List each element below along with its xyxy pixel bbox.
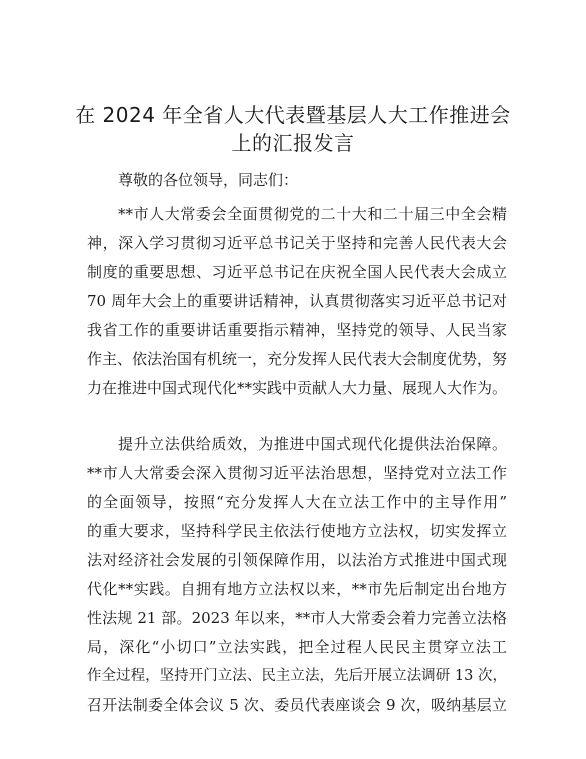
greeting: 尊敬的各位领导，同志们： — [118, 171, 299, 189]
paragraph-2-line: 代化**实践。自拥有地方立法权以来，**市先后制定出台地方 — [87, 580, 507, 598]
paragraph-2-line: **市人大常委会深入贯彻习近平法治思想，坚持党对立法工作 — [87, 464, 507, 482]
paragraph-1-line: 神，深入学习贯彻习近平总书记关于坚持和完善人民代表大会 — [87, 234, 507, 252]
paragraph-1-line: 力在推进中国式现代化**实践中贡献人大力量、展现人大作为。 — [87, 379, 508, 397]
paragraph-2-line: 召开法制委全体会议 5 次、委员代表座谈会 9 次，吸纳基层立 — [87, 696, 507, 714]
paragraph-2-line: 局，深化“小切口”立法实践，把全过程人民民主贯穿立法工 — [87, 638, 507, 656]
paragraph-2-line: 作全过程，坚持开门立法、民主立法，先后开展立法调研 13 次， — [87, 668, 507, 684]
paragraph-1-line: 我省工作的重要讲话重要指示精神，坚持党的领导、人民当家 — [87, 321, 507, 339]
paragraph-1-line: 70 周年大会上的重要讲话精神，认真贯彻落实习近平总书记对 — [87, 292, 507, 310]
document-title-line-1: 在 2024 年全省人大代表暨基层人大工作推进会 — [75, 103, 511, 127]
paragraph-2-line: 性法规 21 部。2023 年以来，**市人大常委会着力完善立法格 — [87, 609, 507, 627]
paragraph-2-line: 的重大要求，坚持科学民主依法行使地方立法权，切实发挥立 — [87, 522, 507, 540]
paragraph-2-line: 提升立法供给质效，为推进中国式现代化提供法治保障。 — [118, 435, 507, 453]
paragraph-2-line: 的全面领导，按照“充分发挥人大在立法工作中的主导作用” — [87, 493, 507, 511]
paragraph-1-line: 作主、依法治国有机统一，充分发挥人民代表大会制度优势，努 — [87, 350, 508, 368]
paragraph-1-line: **市人大常委会全面贯彻党的二十大和二十届三中全会精 — [118, 205, 507, 223]
document-title-line-2: 上的汇报发言 — [231, 131, 355, 155]
paragraph-2-line: 法对经济社会发展的引领保障作用，以法治方式推进中国式现 — [87, 551, 507, 569]
paragraph-1-line: 制度的重要思想、习近平总书记在庆祝全国人民代表大会成立 — [87, 263, 507, 281]
